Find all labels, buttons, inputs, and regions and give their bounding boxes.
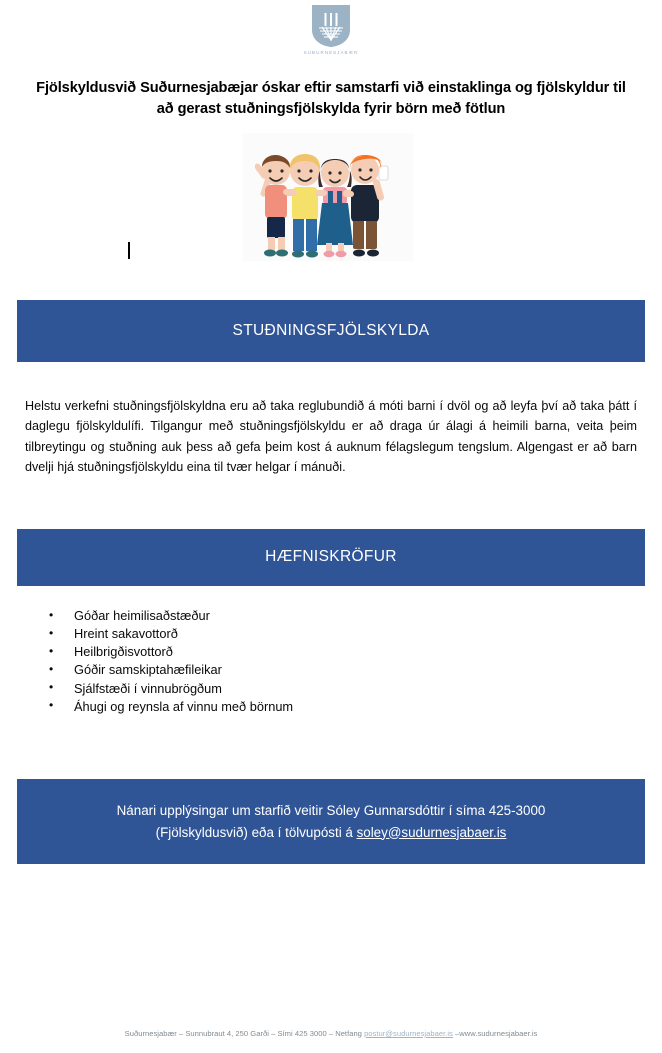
contact-email-link[interactable]: soley@sudurnesjabaer.is [356, 824, 507, 840]
children-illustration-art [243, 133, 413, 261]
shield-icon [311, 4, 351, 48]
contact-banner [17, 779, 645, 864]
footer-email-link[interactable]: postur@sudurnesjabaer.is [364, 1029, 453, 1038]
page-title: Fjölskyldusvið Suðurnesjabæjar óskar eftir samstarfi við einstaklinga og fjölskyldur til að gerast stuðningsfjölskylda fyrir börn með fötlun [36, 80, 626, 117]
section-banner-stuoningsfjolskylda [17, 300, 645, 362]
list-item: • Hreint sakavottorð [0, 625, 500, 643]
child-3 [317, 159, 353, 257]
text-cursor-caret [128, 242, 130, 259]
contact-line-2 [156, 822, 507, 844]
section-body-text: Helstu verkefni stuðningsfjölskyldna eru að taka reglubundið á móti barni í dvöl og að leyfa því að taka þátt í daglegu fjölskyldulífi. Tilgangur með stuðningsfjölskyldu er að draga úr álagi á heimili barna, veita þeim tilbreytingu og stuðning auk þess að gefa þeim kost á auknum félagslegum tengslum. Algengast er að barn dvelji hjá stuðningsfjölskyldu eina til tvær helgar í mánuði. [25, 399, 637, 475]
section-banner-haefniskrofur [17, 529, 645, 586]
list-item: • Áhugi og reynsla af vinnu með börnum [0, 698, 500, 716]
requirements-list [0, 607, 500, 716]
list-item: • Góðar heimilisaðstæður [0, 607, 500, 625]
list-item: • Sjálfstæði í vinnubrögðum [0, 680, 500, 698]
logo-caption: SUÐURNESJABÆR [303, 50, 359, 55]
children-illustration [243, 133, 413, 261]
list-item: • Heilbrigðisvottorð [0, 643, 500, 661]
section-banner-title: STUÐNINGSFJÖLSKYLDA [232, 321, 430, 339]
organization-logo [0, 4, 662, 55]
footer-text-before: Suðurnesjabær – Sunnubraut 4, 250 Garði – Sími 425 3000 – Netfang [124, 1029, 365, 1038]
list-item: • Góðir samskiptahæfileikar [0, 661, 500, 679]
contact-line-1: Nánari upplýsingar um starfið veitir Sóley Gunnarsdóttir í síma 425-3000 [116, 802, 546, 818]
section-banner-title: HÆFNISKRÖFUR [265, 548, 397, 566]
footer-text-after: –www.sudurnesjabaer.is [452, 1029, 538, 1038]
contact-line-2-text: (Fjölskyldusvið) eða í tölvupósti á [155, 824, 357, 840]
page-footer [0, 1029, 662, 1039]
